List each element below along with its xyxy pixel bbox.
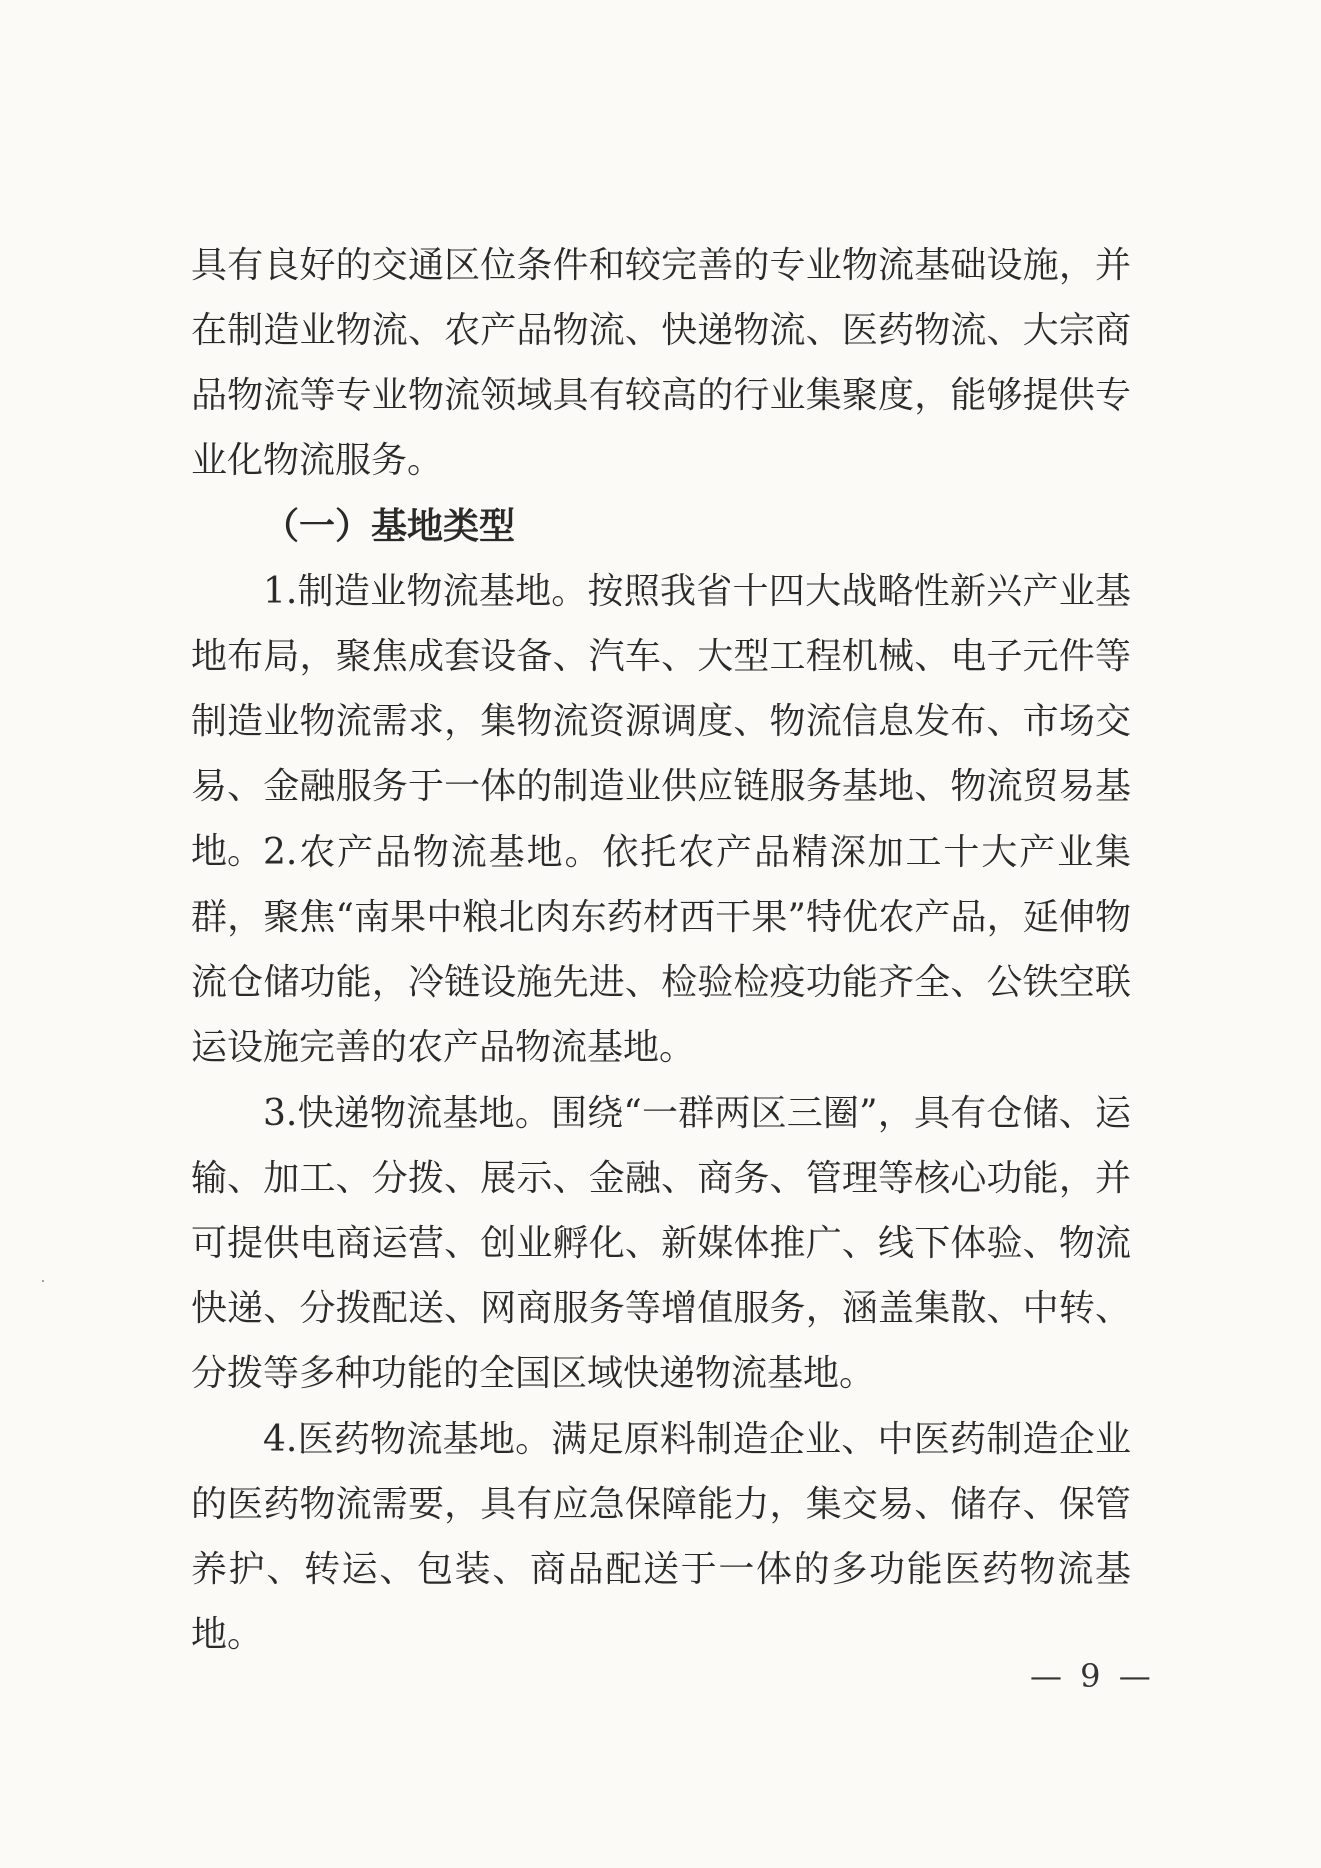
list-item-2	[191, 820, 1131, 1080]
list-item-3	[191, 1081, 1131, 1406]
section-heading: （一）基地类型	[263, 506, 516, 547]
list-item-4	[191, 1407, 1131, 1667]
scan-speck	[42, 1280, 44, 1282]
paragraph-item-1: 1.制造业物流基地。按照我省十四大战略性新兴产业基地布局，聚焦成套设备、汽车、大型工程机械、电子元件等制造业物流需求，集物流资源调度、物流信息发布、市场交易、金融服务于一体的制造业供应链服务基地、物流贸易基地。	[191, 571, 1131, 872]
paragraph-intro-continuation: 具有良好的交通区位条件和较完善的专业物流基础设施，并在制造业物流、农产品物流、快递物流、医药物流、大宗商品物流等专业物流领域具有较高的行业集聚度，能够提供专业化物流服务。	[191, 245, 1131, 481]
paragraph-item-4: 4.医药物流基地。满足原料制造企业、中医药制造企业的医药物流需要，具有应急保障能力，集交易、储存、保管养护、转运、包装、商品配送于一体的多功能医药物流基地。	[191, 1419, 1131, 1655]
paragraph-item-3: 3.快递物流基地。围绕“一群两区三圈”，具有仓储、运输、加工、分拨、展示、金融、商务、管理等核心功能，并可提供电商运营、创业孵化、新媒体推广、线下体验、物流快递、分拨配送、网商服务等增值服务，涵盖集散、中转、分拨等多种功能的全国区域快递物流基地。	[191, 1093, 1131, 1394]
section-heading-block	[191, 494, 1131, 559]
page-number: — 9 —	[1030, 1657, 1155, 1695]
body-text	[191, 233, 1131, 493]
paragraph-item-2: 2.农产品物流基地。依托农产品精深加工十大产业集群，聚焦“南果中粮北肉东药材西干果”特优农产品，延伸物流仓储功能，冷链设施先进、检验检疫功能齐全、公铁空联运设施完善的农产品物流基地。	[191, 832, 1131, 1068]
